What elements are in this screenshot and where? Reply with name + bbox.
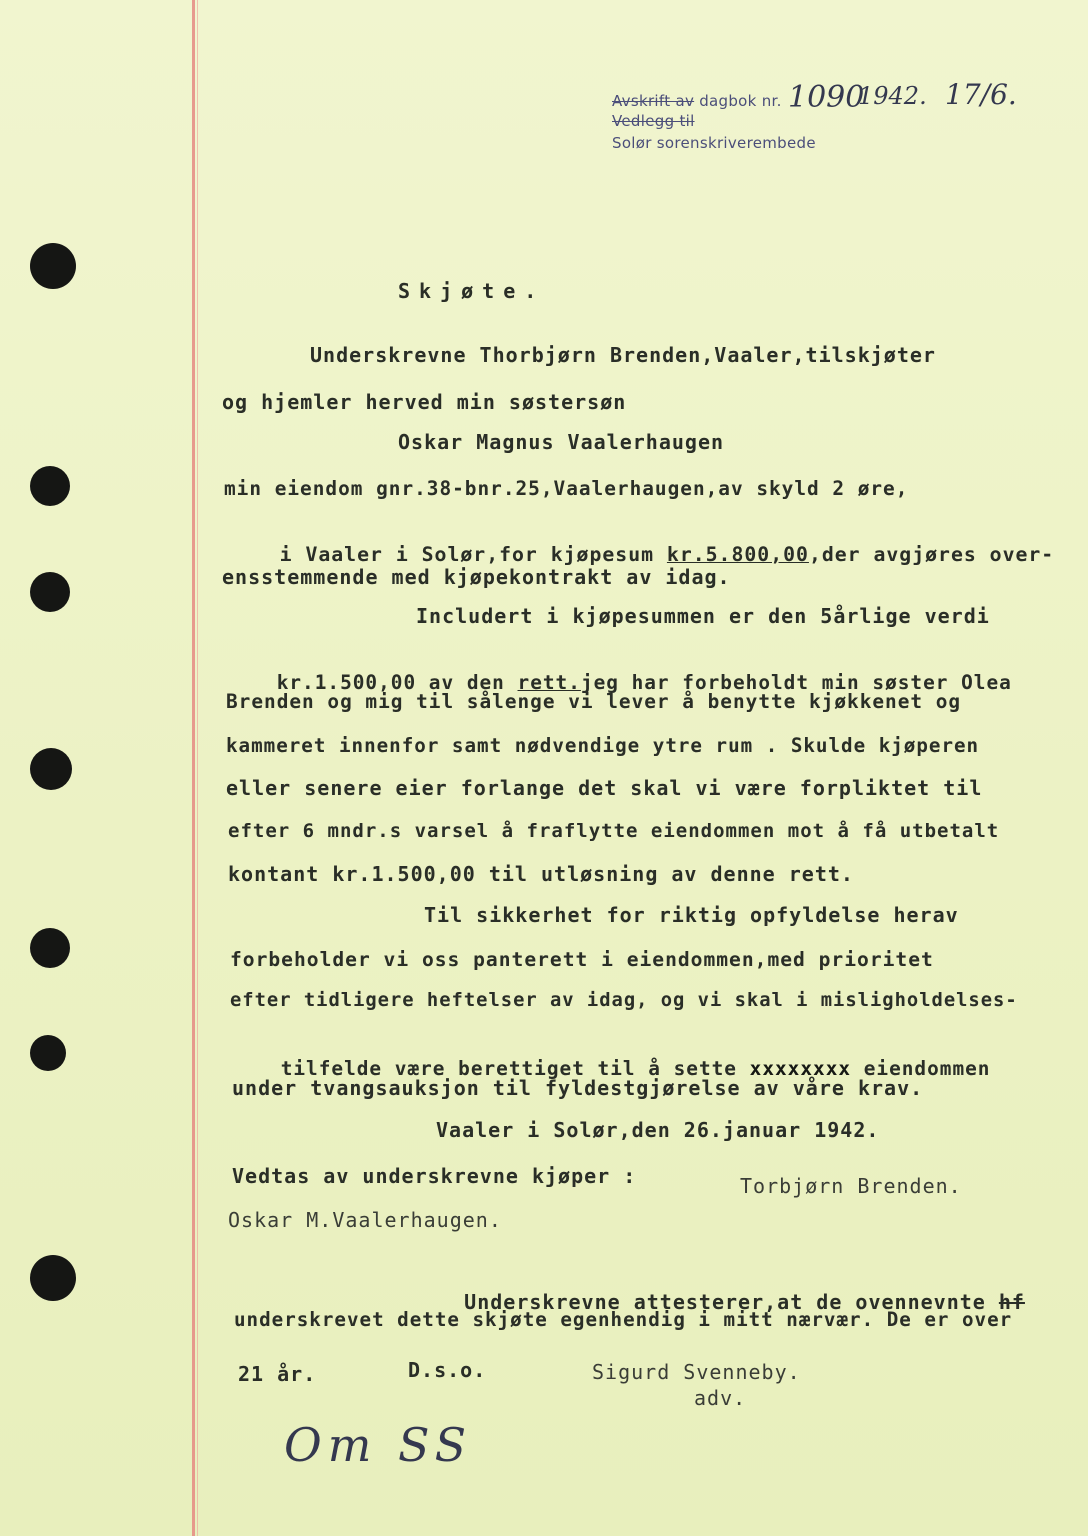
text-line: eller senere eier forlange det skal vi være forpliktet til bbox=[226, 776, 983, 800]
text-segment: Underskrevne attesterer,at de ovennevnte bbox=[464, 1290, 999, 1314]
text-line: og hjemler herved min søstersøn bbox=[222, 390, 627, 414]
handwritten-date: 17/6. bbox=[945, 78, 1017, 111]
struck-text: hf bbox=[998, 1290, 1025, 1314]
text-line: kammeret innenfor samt nødvendige ytre rum . Skulde kjøperen bbox=[226, 734, 980, 757]
handwritten-initials: Om SS bbox=[284, 1418, 473, 1472]
punch-hole bbox=[30, 572, 70, 612]
text-line: kontant kr.1.500,00 til utløsning av denne rett. bbox=[228, 862, 854, 886]
text-line: efter 6 mndr.s varsel å fraflytte eiendommen mot å få utbetalt bbox=[228, 820, 1000, 842]
text-line: under tvangsauksjon til fyldestgjørelse av våre krav. bbox=[232, 1076, 924, 1100]
text-line: forbeholder vi oss panterett i eiendommen,med prioritet bbox=[230, 948, 934, 971]
purchase-sum: kr.5.800,00 bbox=[666, 543, 809, 566]
handwritten-year: 1942. bbox=[858, 82, 927, 110]
punch-hole bbox=[30, 243, 76, 289]
handwritten-dagbok-number: 1090 bbox=[788, 80, 865, 115]
margin-line bbox=[192, 0, 195, 1536]
text-line: ensstemmende med kjøpekontrakt av idag. bbox=[222, 565, 731, 589]
text-segment: tilfelde være berettiget til å sette bbox=[280, 1057, 750, 1080]
place-date-line: Vaaler i Solør,den 26.januar 1942. bbox=[436, 1118, 880, 1142]
stamp-text: dagbok nr. bbox=[699, 92, 782, 110]
stamp-office: Solør sorenskriverembede bbox=[612, 134, 816, 152]
dso-note: D.s.o. bbox=[408, 1358, 487, 1382]
attest-line-2: underskrevet dette skjøte egenhendig i mitt nærvær. De er over bbox=[234, 1308, 1013, 1331]
buyer-signature: Oskar M.Vaalerhaugen. bbox=[228, 1208, 502, 1232]
right-word: rett. bbox=[517, 671, 581, 694]
buyer-name-line: Oskar Magnus Vaalerhaugen bbox=[398, 430, 725, 454]
punch-hole bbox=[30, 1255, 76, 1301]
punch-hole bbox=[30, 928, 70, 968]
punch-hole bbox=[30, 1035, 66, 1071]
text-line: Underskrevne Thorbjørn Brenden,Vaaler,tilskjøter bbox=[310, 343, 936, 367]
buyer-acceptance: Vedtas av underskrevne kjøper : bbox=[232, 1164, 637, 1188]
text-segment: jeg har forbeholdt min søster Olea bbox=[580, 671, 1012, 694]
text-line: min eiendom gnr.38-bnr.25,Vaalerhaugen,av skyld 2 øre, bbox=[224, 477, 909, 500]
stamp-line-1 bbox=[612, 92, 782, 110]
age-note: 21 år. bbox=[238, 1362, 317, 1386]
margin-line-secondary bbox=[197, 0, 198, 1536]
witness-title: adv. bbox=[694, 1386, 747, 1410]
stamp-line-2 bbox=[612, 112, 695, 130]
text-line: Includert i kjøpesummen er den 5årlige verdi bbox=[416, 604, 990, 628]
witness-name: Sigurd Svenneby. bbox=[592, 1360, 801, 1384]
typed-over-word: xxxxxxxx bbox=[749, 1057, 852, 1080]
text-line: efter tidligere heftelser av idag, og vi skal i misligholdelses- bbox=[230, 990, 1018, 1011]
seller-signature: Torbjørn Brenden. bbox=[740, 1174, 962, 1198]
punch-hole bbox=[30, 748, 72, 790]
stamp-struck-text: Avskrift av bbox=[612, 92, 695, 110]
document-title: Skjøte. bbox=[398, 279, 546, 303]
text-segment: eiendommen bbox=[851, 1057, 991, 1080]
stamp-line-3 bbox=[612, 134, 816, 152]
text-segment: kr.1.500,00 av den bbox=[276, 671, 518, 694]
text-line: Til sikkerhet for riktig opfyldelse herav bbox=[424, 903, 959, 927]
stamp-struck-text: Vedlegg til bbox=[612, 112, 695, 130]
text-segment: ,der avgjøres over- bbox=[808, 543, 1055, 566]
punch-hole bbox=[30, 466, 70, 506]
text-line: Brenden og mig til sålenge vi lever å benytte kjøkkenet og bbox=[226, 690, 962, 713]
text-segment: i Vaaler i Solør,for kjøpesum bbox=[279, 543, 667, 566]
